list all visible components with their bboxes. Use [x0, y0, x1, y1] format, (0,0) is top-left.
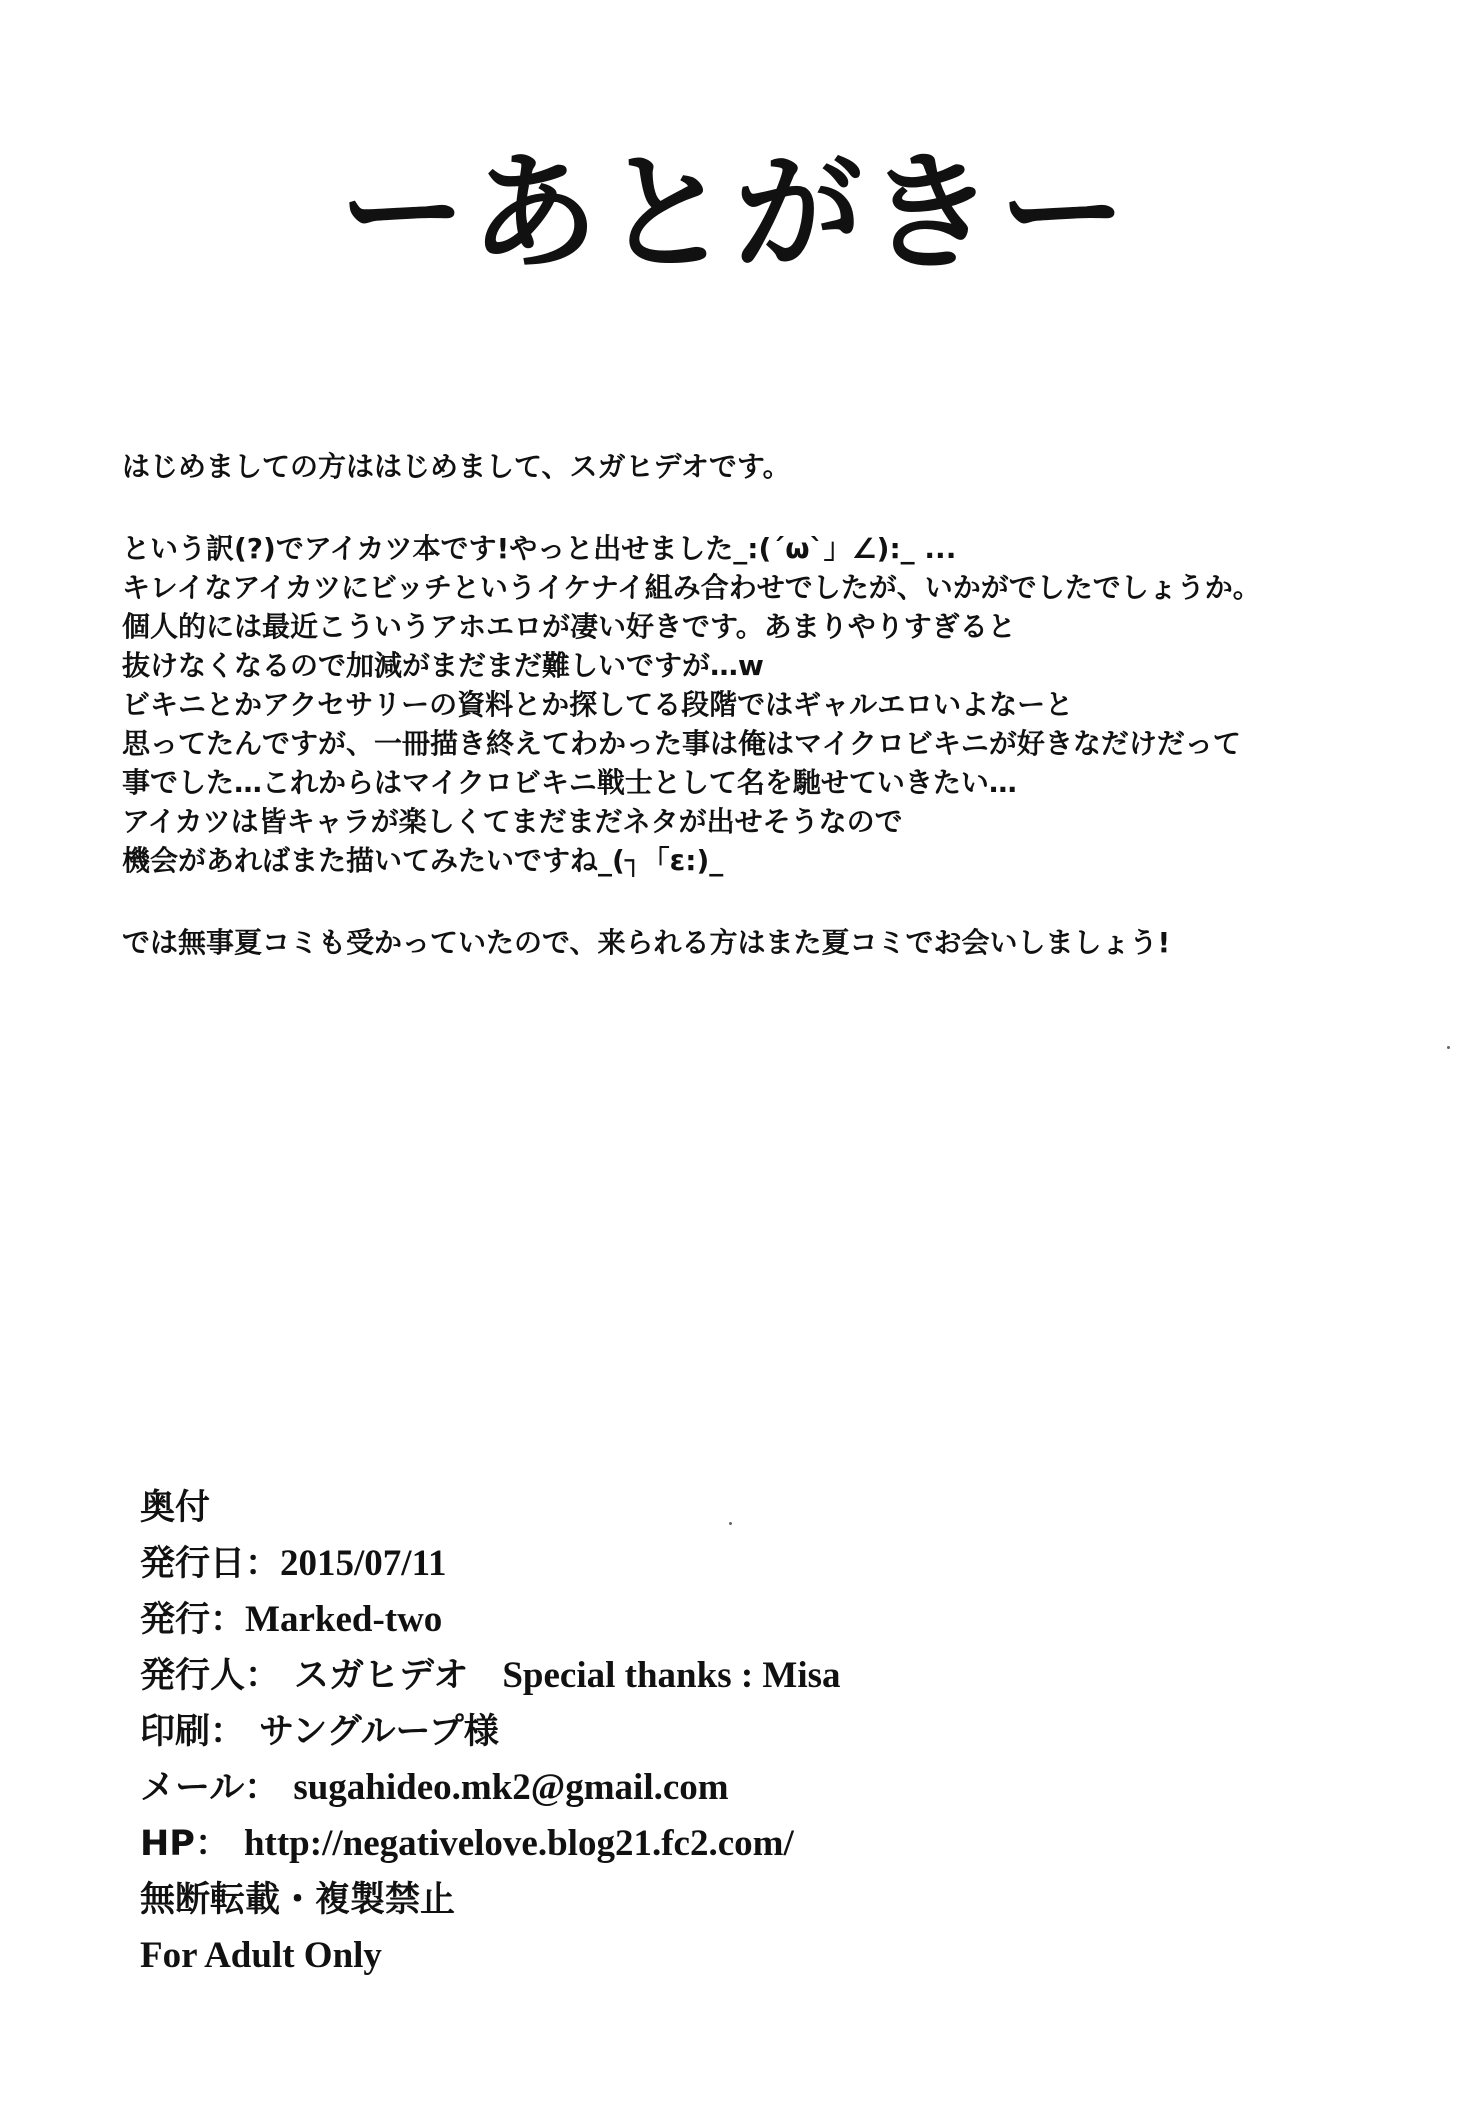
- mail-label: メール：: [140, 1768, 280, 1808]
- colophon-heading: 奥付: [140, 1488, 211, 1528]
- hp-label: HP：: [140, 1824, 230, 1864]
- mail-row: [140, 1760, 1340, 1816]
- afterword-line: キレイなアイカツにビッチというイケナイ組み合わせでしたが、いかがでしたでしょうか。: [122, 571, 1261, 604]
- issue-date-label: 発行日：: [140, 1544, 281, 1584]
- hp-row: [140, 1816, 1340, 1872]
- colophon: [140, 1480, 1340, 1984]
- printer-value: サングループ様: [259, 1712, 499, 1752]
- publisher-row: [140, 1592, 1340, 1648]
- afterword-line: 抜けなくなるので加減がまだまだ難しいですが…w: [122, 649, 764, 682]
- hp-value: http://negativelove.blog21.fc2.com/: [243, 1823, 794, 1864]
- mail-value: sugahideo.mk2@gmail.com: [293, 1767, 729, 1808]
- paragraph-gap: [122, 486, 1372, 529]
- afterword-line: 事でした…これからはマイクロビキニ戦士として名を馳せていきたい…: [122, 766, 1017, 799]
- afterword-line: 思ってたんですが、一冊描き終えてわかった事は俺はマイクロビキニが好きなだけだって: [122, 727, 1241, 760]
- afterword-line: 機会があればまた描いてみたいですね_(┐「ε:)_: [122, 844, 724, 877]
- printer-label: 印刷：: [140, 1712, 246, 1752]
- special-thanks: Special thanks : Misa: [502, 1655, 841, 1696]
- issue-date-value: 2015/07/11: [280, 1543, 447, 1584]
- closing-line: では無事夏コミも受かっていたので、来られる方はまた夏コミでお会いしましょう!: [122, 926, 1171, 959]
- adult-notice: For Adult Only: [140, 1935, 382, 1976]
- paragraph-gap: [122, 880, 1372, 923]
- issuer-value: スガヒデオ: [294, 1656, 469, 1696]
- paper-speck: [729, 1522, 732, 1525]
- copy-notice: 無断転載・複製禁止: [140, 1880, 456, 1920]
- afterword-line: という訳(?)でアイカツ本です!やっと出せました_:(´ω`」∠):_ ...: [122, 532, 957, 565]
- page-title: ーあとがきー: [338, 139, 1131, 288]
- afterword-text: [122, 447, 1372, 962]
- issuer-label: 発行人：: [140, 1656, 281, 1696]
- afterword-line: アイカツは皆キャラが楽しくてまだまだネタが出せそうなので: [122, 805, 903, 838]
- afterword-line: ビキニとかアクセサリーの資料とか探してる段階ではギャルエロいよなーと: [122, 688, 1074, 721]
- adult-row: [140, 1928, 1340, 1984]
- issuer-row: [140, 1648, 1340, 1704]
- paper-speck: [1447, 1046, 1450, 1049]
- printer-row: [140, 1704, 1340, 1760]
- publisher-label: 発行：: [140, 1600, 246, 1640]
- issue-date-row: [140, 1536, 1340, 1592]
- colophon-heading-row: [140, 1480, 1340, 1536]
- greeting-line: はじめましての方ははじめまして、スガヒデオです。: [122, 450, 791, 483]
- afterword-line: 個人的には最近こういうアホエロが凄い好きです。あまりやりすぎると: [122, 610, 1016, 643]
- notice-row: [140, 1872, 1340, 1928]
- publisher-value: Marked-two: [245, 1599, 443, 1640]
